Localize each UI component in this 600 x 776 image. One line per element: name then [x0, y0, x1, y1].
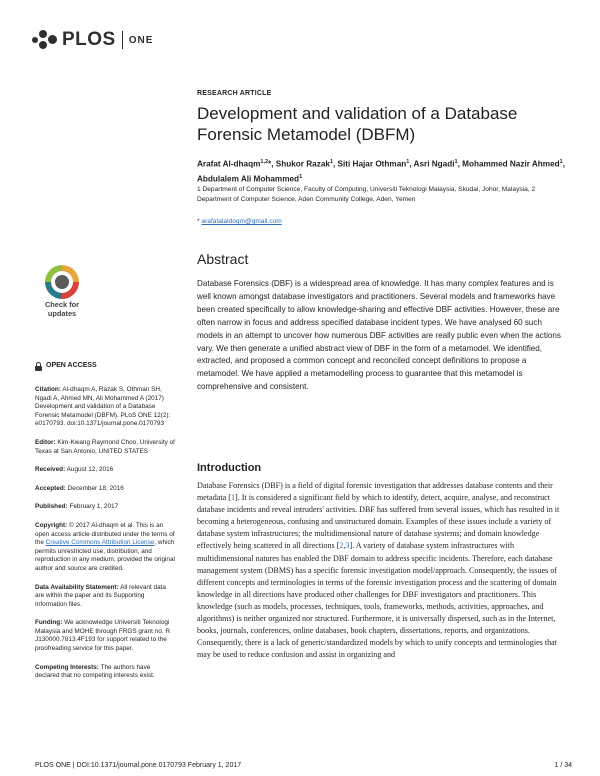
- introduction-heading: Introduction: [197, 462, 262, 474]
- abstract-text: Database Forensics (DBF) is a widespread area of knowledge. It has many complex features and is well known amongst database investigators and practitioners. Several models and frameworks have been created specifically to allow knowledge-sharing and effective DBF activities. However, these are often narrow in focus and address specified database incident types. We have analysed 60 such models in an attempt to uncover how numerous DBF activities are really public even when the actions vary. We then generate a unified abstract view of DBF in the form of a metamodel. We identified, extracted, and proposed a common concept and reconciled concept definitions to propose a metamodel. We have applied a metamodelling process to guarantee that this metamodel is comprehensive and consistent.: [197, 279, 561, 392]
- funding-info: Funding: We acknowledge Universiti Teknologi Malaysia and MOHE through FRGS grant no. R J130000.7813.4F193 for support related to the proofreading service for this paper.: [35, 619, 170, 653]
- corresponding-email: * arafatalaldoqm@gmail.com: [197, 218, 282, 225]
- editor-info: Editor: Kim-Kwang Raymond Choo, University of Texas at San Antonio, UNITED STATES: [35, 438, 175, 455]
- published-date: Published: February 1, 2017: [35, 503, 119, 511]
- affiliations: 1 Department of Computer Science, Faculty of Computing, Universiti Teknologi Malaysia, Skudai, Johor, Malaysia, 2 Department of Computer Science, Aden Community College, Aden, Yemen: [197, 186, 536, 203]
- check-updates-label: Check for updates: [44, 300, 80, 318]
- page-footer: PLOS ONE | DOI:10.1371/journal.pone.0170793 February 1, 2017: [35, 762, 242, 769]
- competing-interests: Competing Interests: The authors have declared that no competing interests exist.: [35, 663, 155, 680]
- reference-link[interactable]: 3: [345, 541, 350, 551]
- page-number: 1 / 34: [554, 762, 572, 769]
- article-title: Development and validation of a Database Forensic Metamodel (DBFM): [197, 104, 518, 144]
- data-availability: Data Availability Statement: All relevant data are within the paper and its Supporting Information files.: [35, 583, 166, 608]
- logo-separator: [122, 31, 123, 49]
- citation-info: Citation: Al-dhaqm A, Razak S, Othman SH, Ngadi A, Ahmed MN, Ali Mohammed A (2017) Development and validation of a Database Forensic Metamodel (DBFM). PLoS ONE 12(2): e0170793. doi:10.1371/journal.pone.0170793: [35, 386, 171, 428]
- reference-link[interactable]: 1: [230, 493, 235, 503]
- article-sidebar: [35, 362, 175, 691]
- open-lock-icon: [35, 362, 42, 371]
- article-type: RESEARCH ARTICLE: [197, 90, 272, 97]
- plos-dots-icon: [32, 28, 58, 52]
- email-link[interactable]: arafatalaldoqm@gmail.com: [201, 218, 282, 225]
- check-updates-icon: [45, 265, 79, 299]
- license-link[interactable]: Creative Commons Attribution License: [45, 539, 155, 547]
- plos-logo: [32, 28, 153, 52]
- abstract-heading: Abstract: [197, 251, 249, 267]
- introduction-text: Database Forensics (DBF) is a field of digital forensic investigation that addresses database contents and their metadata [1]. It is considered a significant field by which to identify, detect, acquire, analyse, and reconstruct database incidents and reveal intruders' activities. DBF has suffered from several issues, which has resulted in it becoming a heterogeneous, confusing and unstructured domain. Examples of these issues include a variety of database system infrastructures; the multidimensional nature of database systems; and domain knowledge effectively being scattered in all directions [2,3]. A variety of database system infrastructures with multidimensional natures has enabled the DBF domain to address specific incidents. Therefore, each database management system (DBMS) has a specific forensic investigation model/approach. Consequently, the issues of different concepts and terminologies in terms of the forensic investigation process and the scattering of domain knowledge in all directions have produced other challenges for DBF investigators and practitioners. This knowledge (such as models, processes, techniques, tools, frameworks, methods, activities, approaches, and algorithms) is neither organized nor structured. Furthermore, it is universally dispersed, such as in the Internet, books, journals, conferences, online databases, book chapters, dissertations, reports, and organizations. Consequently, there is a lack of generic/standardized models by which to unify concepts and terminologies that may be used to reduce confusion and assist in organizing and: [197, 481, 560, 660]
- author-list: Arafat Al-dhaqm$^{1,2}$*, Shukor Razak$^1$, Siti Hajar Othman$^1$, Asri Ngadi$^1$, Mohammed Nazir Ahmed$^1$, Abdulalem Ali Mohammed$^1$: [197, 159, 565, 184]
- logo-sub: ONE: [128, 34, 154, 46]
- logo-word: PLOS: [62, 29, 116, 50]
- reference-link[interactable]: 2: [339, 541, 344, 551]
- received-date: Received: August 12, 2016: [35, 466, 114, 474]
- open-access-label: OPEN ACCESS: [35, 362, 175, 371]
- accepted-date: Accepted: December 18, 2016: [35, 484, 124, 492]
- copyright-info: Copyright: © 2017 Al-dhaqm et al. This is an open access article distributed under the terms of the Creative Commons Attribution License, which permits unrestricted use, distribution, and reproduction in any medium, provided the original author and source are credited.: [35, 521, 175, 572]
- check-for-updates-badge[interactable]: [37, 265, 87, 321]
